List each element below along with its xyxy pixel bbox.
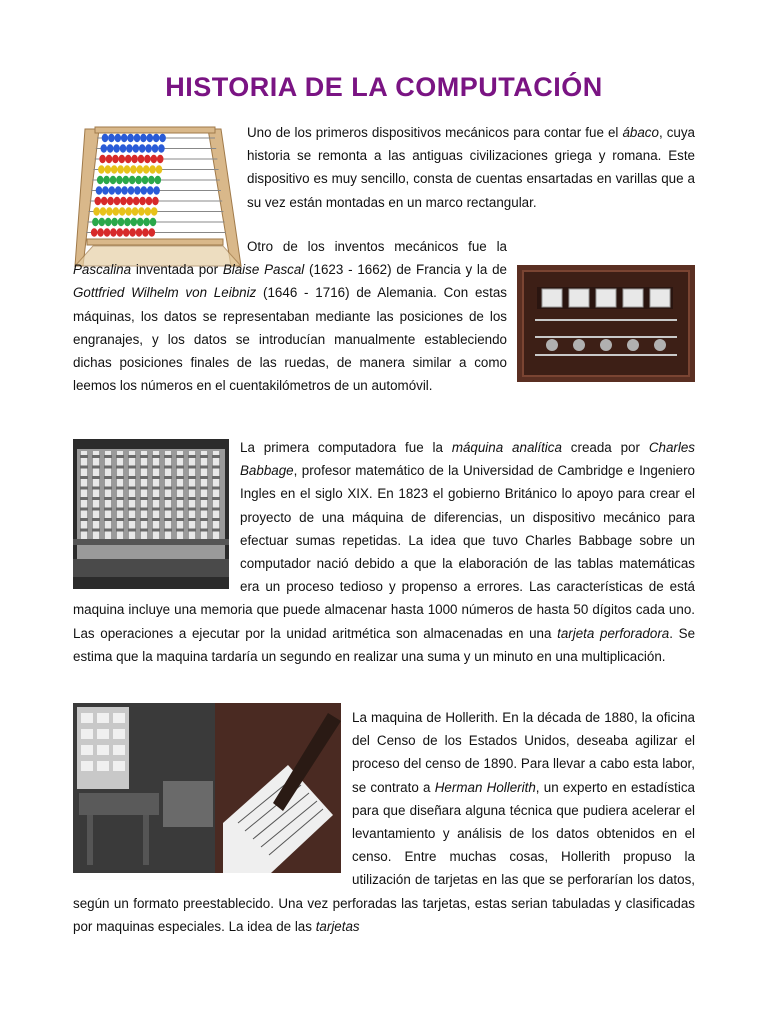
hollerith-machine-image xyxy=(73,703,341,873)
paragraph-pascalina: Otro de los inventos mecánicos fue la Pascalina inventada por Blaise Pascal (1623 - 1662) de Francia y la de Gottfried Wilhelm von Leibniz (1646 - 1716) de Alemania. Con estas máquinas, los datos se representaban mediante las posiciones de los engranajes, y los datos se introducían manualmente estableciendo dichas posiciones finales de las ruedas, de manera similar a como leemos los números en el cuentakilómetros de un automóvil. xyxy=(73,239,508,394)
paragraph-hollerith: La maquina de Hollerith. En la década de 1880, la oficina del Censo de los Estados Unidos, deseaba agilizar el proceso del censo de 1890. Para llevar a cabo esta labor, se contrato a Herman Hollerith, un experto en estadística para que diseñara alguna técnica que pudiera acelerar el levantamiento y análisis de los datos obtenidos en el censo. Entre muchas cosas, Hollerith propuso la utilización de tarjetas en las que se perforarían los datos, según un formato preestablecido. Una vez perforadas las tarjetas, estas serian tabuladas y clasificadas por maquinas especiales. La idea de las tarjetas xyxy=(73,710,696,934)
pascalina-image xyxy=(517,265,695,382)
paragraph-analytical-engine: La primera computadora fue la máquina analítica creada por Charles Babbage, profesor matemático de la Universidad de Cambridge e Ingeniero Ingles en el siglo XIX. En 1823 el gobierno Británico lo apoyo para crear el proyecto de una máquina de diferencias, un dispositivo mecánico para efectuar sumas repetidas. La idea que tuvo Charles Babbage sobre un computador nació debido a que la elaboración de las tablas matemáticas era un proceso tedioso y propenso a errores. Las características de está maquina incluye una memoria que puede almacenar hasta 1000 números de hasta 50 dígitos cada uno. Las operaciones a ejecutar por la unidad aritmética son almacenadas en una tarjeta perforadora. Se estima que la maquina tardaría un segundo en realizar una suma y un minuto en una multiplicación. xyxy=(73,440,696,664)
analytical-engine-image xyxy=(73,439,229,589)
section-hollerith xyxy=(73,706,695,938)
page-title: HISTORIA DE LA COMPUTACIÓN xyxy=(165,72,603,102)
paragraph-abacus: Uno de los primeros dispositivos mecánicos para contar fue el ábaco, cuya historia se remonta a las antiguas civilizaciones griega y romana. Este dispositivo es muy sencillo, consta de cuentas ensartadas en varillas que a su vez están montadas en un marco rectangular. xyxy=(247,125,695,210)
section-pascalina xyxy=(73,235,695,397)
section-analytical-engine xyxy=(73,436,695,668)
